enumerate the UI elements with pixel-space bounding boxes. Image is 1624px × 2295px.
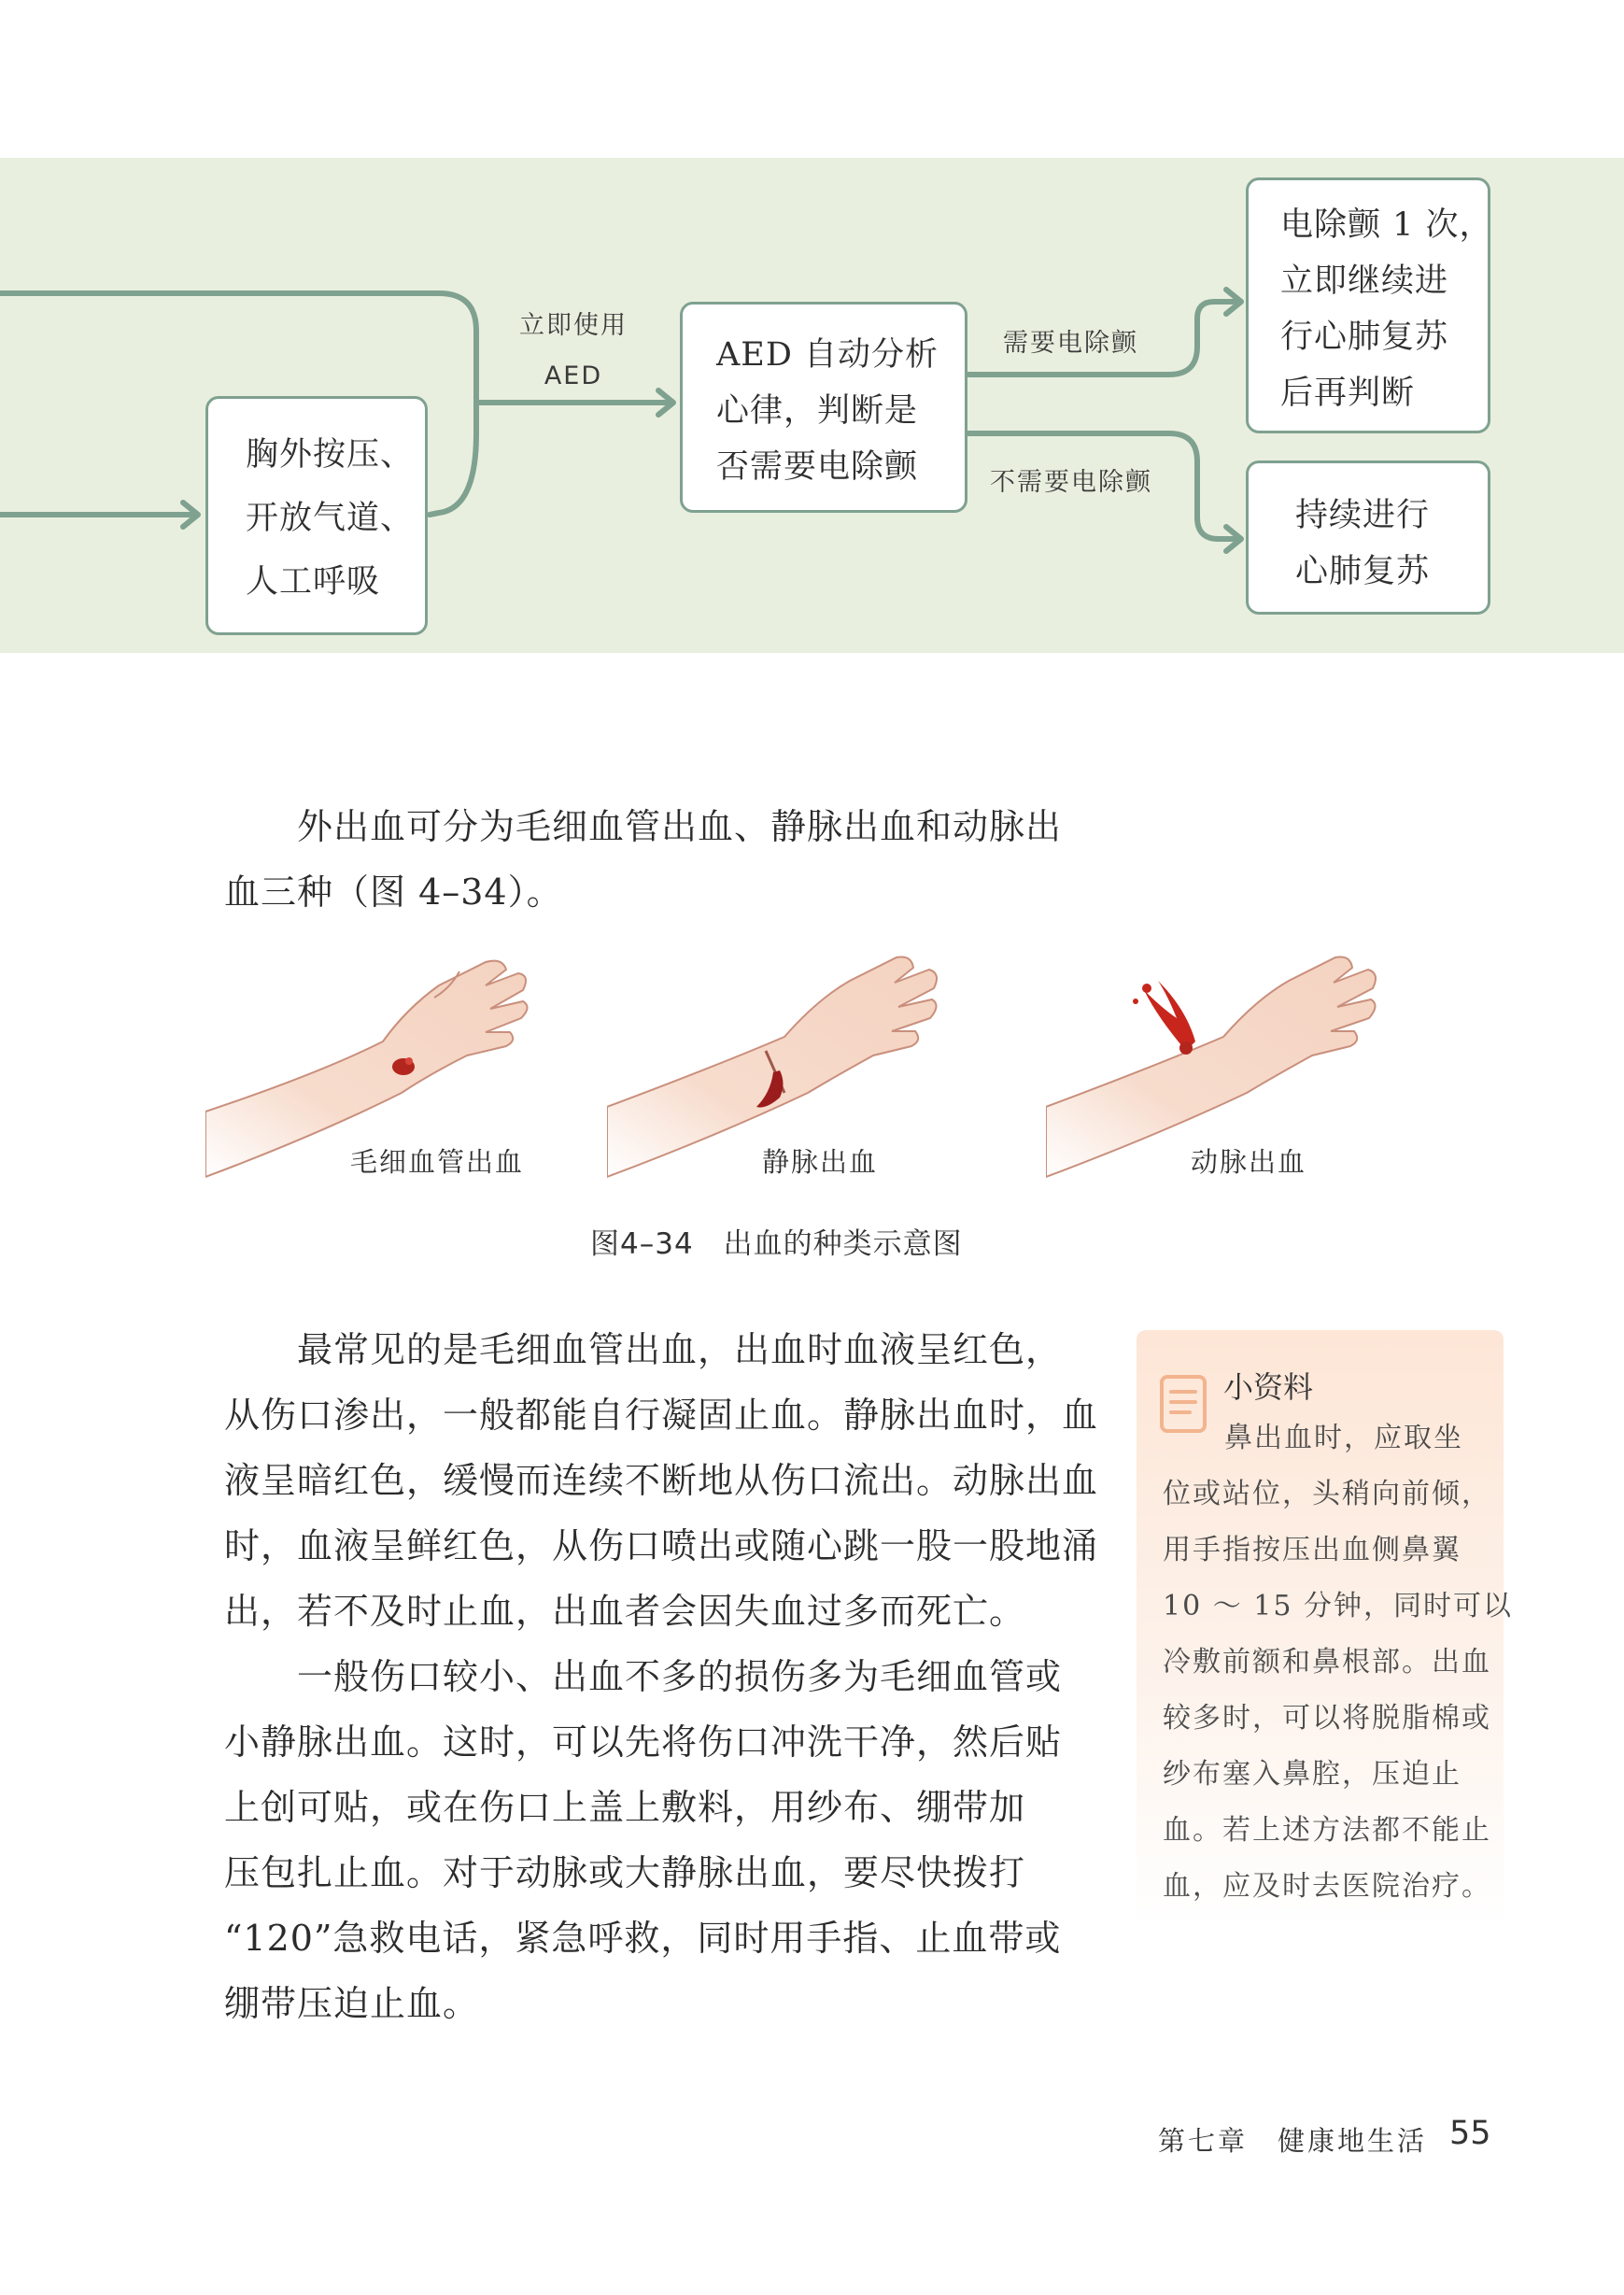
box-compress-line-2: 开放气道、 <box>246 500 415 537</box>
edge-label-use-aed-line-2: AED <box>544 361 603 390</box>
body2-line-6: 绷带压迫止血。 <box>224 1983 480 2024</box>
box-shock-line-2: 立即继续进 <box>1280 262 1449 300</box>
body1-line-3: 液呈暗红色，缓慢而连续不断地从伤口流出。动脉出血 <box>224 1460 1099 1501</box>
body2-line-5: “120”急救电话，紧急呼救，同时用手指、止血带或 <box>224 1918 1062 1959</box>
intro-line-1: 外出血可分为毛细血管出血、静脉出血和动脉出 <box>297 806 1063 847</box>
sidebar-title: 小资料 <box>1223 1369 1314 1405</box>
box-aed-line-1: AED 自动分析 <box>716 336 939 374</box>
box-aed-line-2: 心律，判断是 <box>716 392 919 430</box>
intro-line-2: 血三种（图 4–34）。 <box>224 871 563 913</box>
box-continue-line-1: 持续进行 <box>1295 497 1431 534</box>
body-paragraph-2 <box>224 1644 1062 2036</box>
edge-label-no-shock: 不需要电除颤 <box>990 468 1152 497</box>
box-compress-line-3: 人工呼吸 <box>246 563 381 601</box>
box-shock-once <box>1246 177 1493 433</box>
footer-chapter-title: 第七章 健康地生活 <box>1158 2125 1428 2157</box>
sidebar-line-9: 血，应及时去医院治疗。 <box>1163 1870 1491 1903</box>
edge-label-need-shock: 需要电除颤 <box>1003 329 1138 358</box>
box-compress-line-1: 胸外按压、 <box>246 436 415 474</box>
box-compress-airway-breathing <box>205 396 428 635</box>
box-shock-line-3: 行心肺复苏 <box>1280 319 1449 356</box>
artery-blood-spurt <box>1144 981 1195 1051</box>
body2-line-4: 压包扎止血。对于动脉或大静脉出血，要尽快拨打 <box>224 1852 1026 1893</box>
body1-line-5: 出，若不及时止血，出血者会因失血过多而死亡。 <box>224 1591 1026 1632</box>
label-artery-bleeding: 动脉出血 <box>1191 1146 1307 1178</box>
box-aed-analysis <box>680 302 967 513</box>
sidebar-line-1: 鼻出血时，应取坐 <box>1224 1422 1463 1454</box>
box-continue-line-2: 心肺复苏 <box>1295 553 1431 590</box>
sidebar-line-5: 冷敷前额和鼻根部。出血 <box>1163 1646 1491 1679</box>
label-capillary-bleeding: 毛细血管出血 <box>350 1146 525 1178</box>
sidebar-line-6: 较多时，可以将脱脂棉或 <box>1163 1702 1491 1735</box>
box-continue-cpr <box>1246 460 1490 615</box>
sidebar-body <box>1163 1410 1513 1915</box>
edge-label-use-aed-line-1: 立即使用 <box>519 311 628 340</box>
body2-line-2: 小静脉出血。这时，可以先将伤口冲洗干净，然后贴 <box>224 1721 1063 1763</box>
sidebar-line-4: 10 ～ 15 分钟，同时可以 <box>1163 1590 1513 1622</box>
sidebar-line-2: 位或站位，头稍向前倾， <box>1163 1478 1491 1510</box>
sidebar-line-7: 纱布塞入鼻腔，压迫止 <box>1163 1758 1462 1791</box>
body-paragraph-1 <box>224 1317 1098 1644</box>
body1-line-2: 从伤口渗出，一般都能自行凝固止血。静脉出血时，血 <box>224 1395 1099 1436</box>
sidebar-line-8: 血。若上述方法都不能止 <box>1163 1814 1491 1847</box>
box-shock-line-1: 电除颤 1 次， <box>1280 206 1493 244</box>
bleeding-types-figure <box>0 943 1624 1214</box>
page-number: 55 <box>1449 2115 1491 2152</box>
body2-line-3: 上创可贴，或在伤口上盖上敷料，用纱布、绷带加 <box>224 1787 1026 1828</box>
label-vein-bleeding: 静脉出血 <box>762 1146 879 1178</box>
body1-line-4: 时，血液呈鲜红色，从伤口喷出或随心跳一股一股地涌 <box>224 1525 1099 1566</box>
box-aed-line-3: 否需要电除颤 <box>716 448 919 486</box>
intro-paragraph <box>224 794 1062 925</box>
edge-label-use-aed <box>519 301 628 402</box>
body2-line-1: 一般伤口较小、出血不多的损伤多为毛细血管或 <box>297 1656 1063 1697</box>
box-shock-line-4: 后再判断 <box>1280 375 1416 412</box>
sidebar-line-3: 用手指按压出血侧鼻翼 <box>1163 1534 1462 1566</box>
body1-line-1: 最常见的是毛细血管出血，出血时血液呈红色， <box>297 1329 1063 1370</box>
figure-caption: 图4–34 出血的种类示意图 <box>590 1227 963 1261</box>
